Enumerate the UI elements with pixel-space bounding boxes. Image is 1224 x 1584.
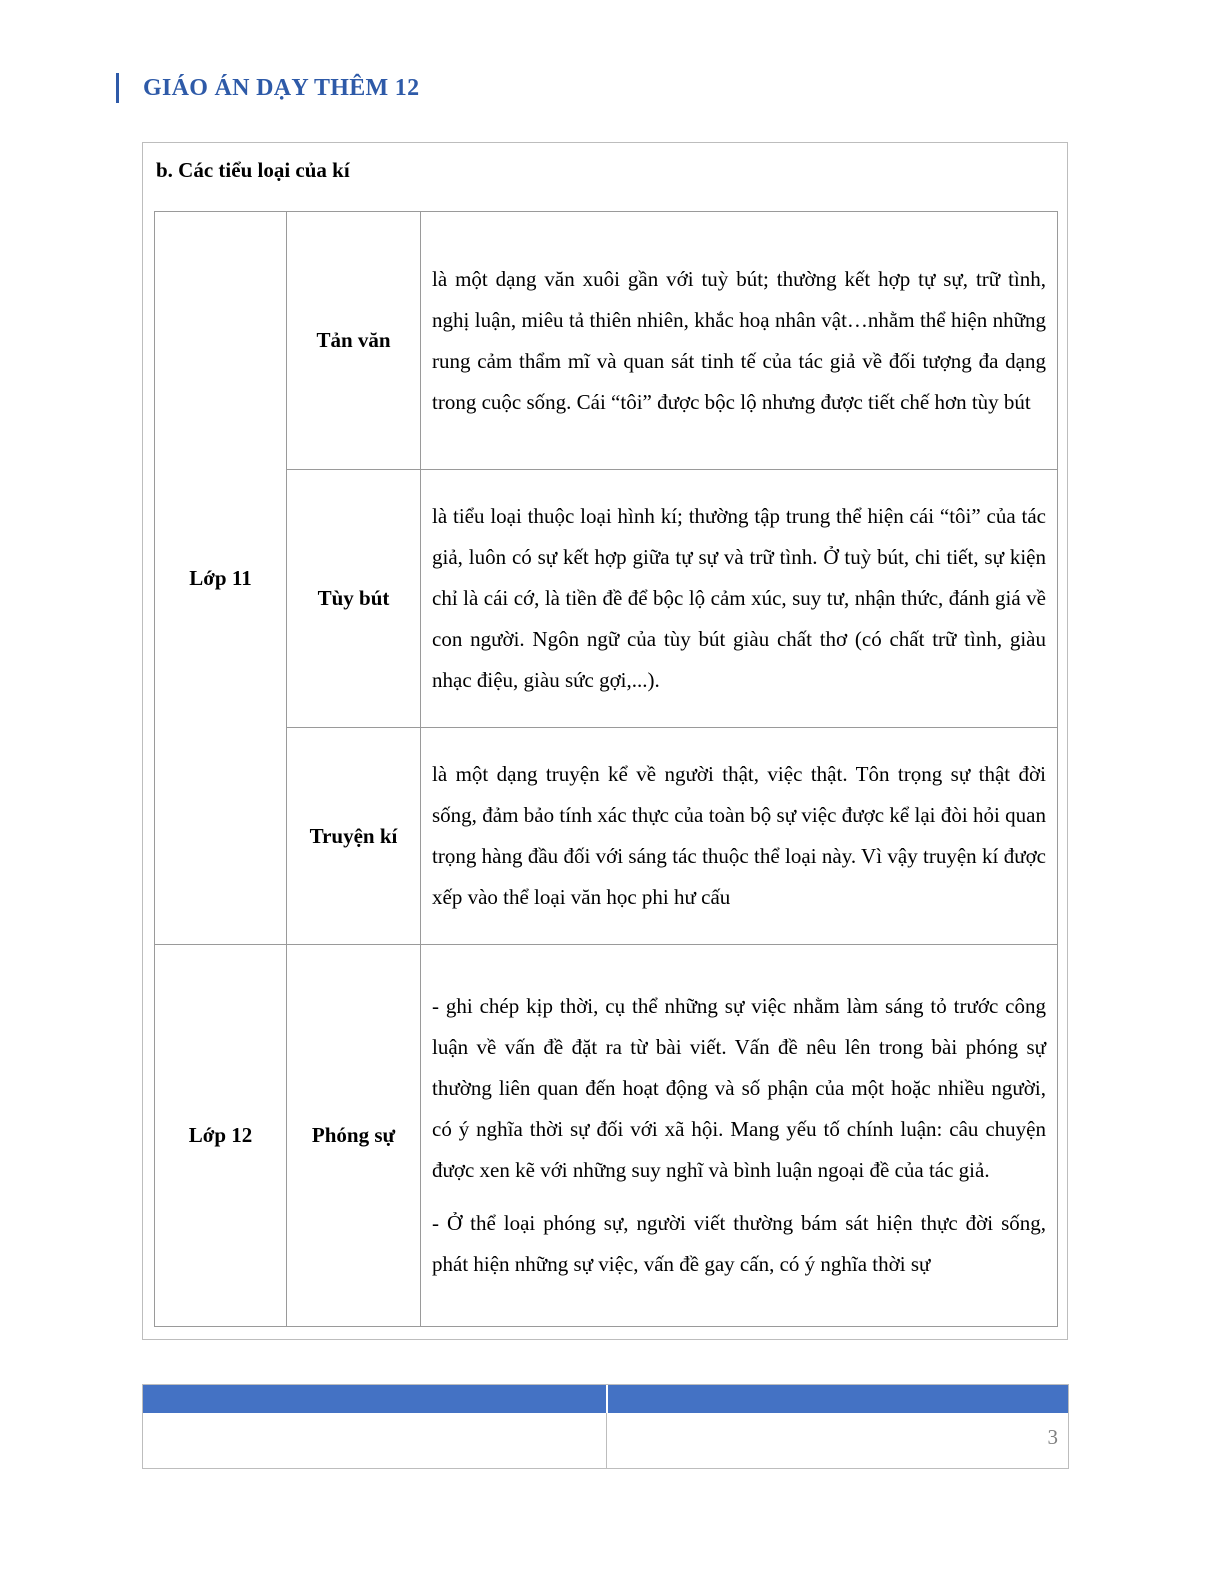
footer-divider (606, 1413, 607, 1469)
page-footer (142, 1384, 1069, 1469)
description-cell (421, 945, 1058, 1327)
page-number: 3 (1047, 1425, 1058, 1449)
description-cell (421, 212, 1058, 470)
description-text: là tiểu loại thuộc loại hình kí; thường tập trung thể hiện cái “tôi” của tác giả, luôn có sự kết hợp giữa tự sự và trữ tình. Ở tuỳ bút, chi tiết, sự kiện chỉ là cái cớ, là tiền đề để bộc lộ cảm xúc, suy tư, nhận thức, đánh giá về con người. Ngôn ngữ của tùy bút giàu chất thơ (có chất trữ tình, giàu nhạc điệu, giàu sức gợi,...). (432, 504, 1046, 692)
subtype-cell-phong-su (287, 945, 421, 1327)
subtype-cell-truyen-ki (287, 728, 421, 945)
description-cell (421, 470, 1058, 728)
grade-label: Lớp 12 (188, 1123, 253, 1147)
description-text: - Ở thể loại phóng sự, người viết thường bám sát hiện thực đời sống, phát hiện những sự việc, vấn đề gay cấn, có ý nghĩa thời sự (432, 1211, 1046, 1276)
table-row (155, 212, 1058, 470)
table-row (155, 728, 1058, 945)
header-title: GIÁO ÁN DẠY THÊM 12 (143, 74, 420, 101)
subtypes-table (154, 211, 1058, 1327)
table-row (155, 945, 1058, 1327)
grade-label: Lớp 11 (189, 565, 252, 590)
subtype-label: Tản văn (316, 328, 391, 352)
description-text: là một dạng truyện kể về người thật, việc thật. Tôn trọng sự thật đời sống, đảm bảo tính xác thực của toàn bộ sự việc được kể lại đòi hỏi quan trọng hàng đầu đối với sáng tác thuộc thể loại này. Vì vậy truyện kí được xếp vào thể loại văn học phi hư cấu (432, 762, 1046, 909)
page-header (116, 72, 419, 104)
description-text: - ghi chép kịp thời, cụ thể những sự việc nhằm làm sáng tỏ trước công luận về vấn đề đặt ra từ bài viết. Vấn đề nêu lên trong bài phóng sự thường liên quan đến hoạt động và số phận của một hoặc nhiều người, có ý nghĩa thời sự đối với xã hội. Mang yếu tố chính luận: câu chuyện được xen kẽ với những suy nghĩ và bình luận ngoại đề của tác giả. (432, 994, 1046, 1182)
description-text: là một dạng văn xuôi gần với tuỳ bút; thường kết hợp tự sự, trữ tình, nghị luận, miêu tả thiên nhiên, khắc hoạ nhân vật…nhằm thể hiện những rung cảm thẩm mĩ và quan sát tinh tế của tác giả về đối tượng đa dạng trong cuộc sống. Cái “tôi” được bộc lộ nhưng được tiết chế hơn tùy bút (432, 266, 1046, 414)
subtype-cell-tuy-but (287, 470, 421, 728)
subtype-label: Phóng sự (311, 1123, 396, 1147)
subtype-label: Truyện kí (309, 823, 398, 848)
grade-cell-12 (155, 945, 287, 1327)
subtype-cell-tan-van (287, 212, 421, 470)
header-accent-bar (116, 73, 119, 103)
description-cell (421, 728, 1058, 945)
subtype-label: Tùy bút (317, 586, 390, 610)
section-heading: b. Các tiểu loại của kí (156, 158, 350, 182)
table-row (155, 470, 1058, 728)
grade-cell-11 (155, 212, 287, 945)
